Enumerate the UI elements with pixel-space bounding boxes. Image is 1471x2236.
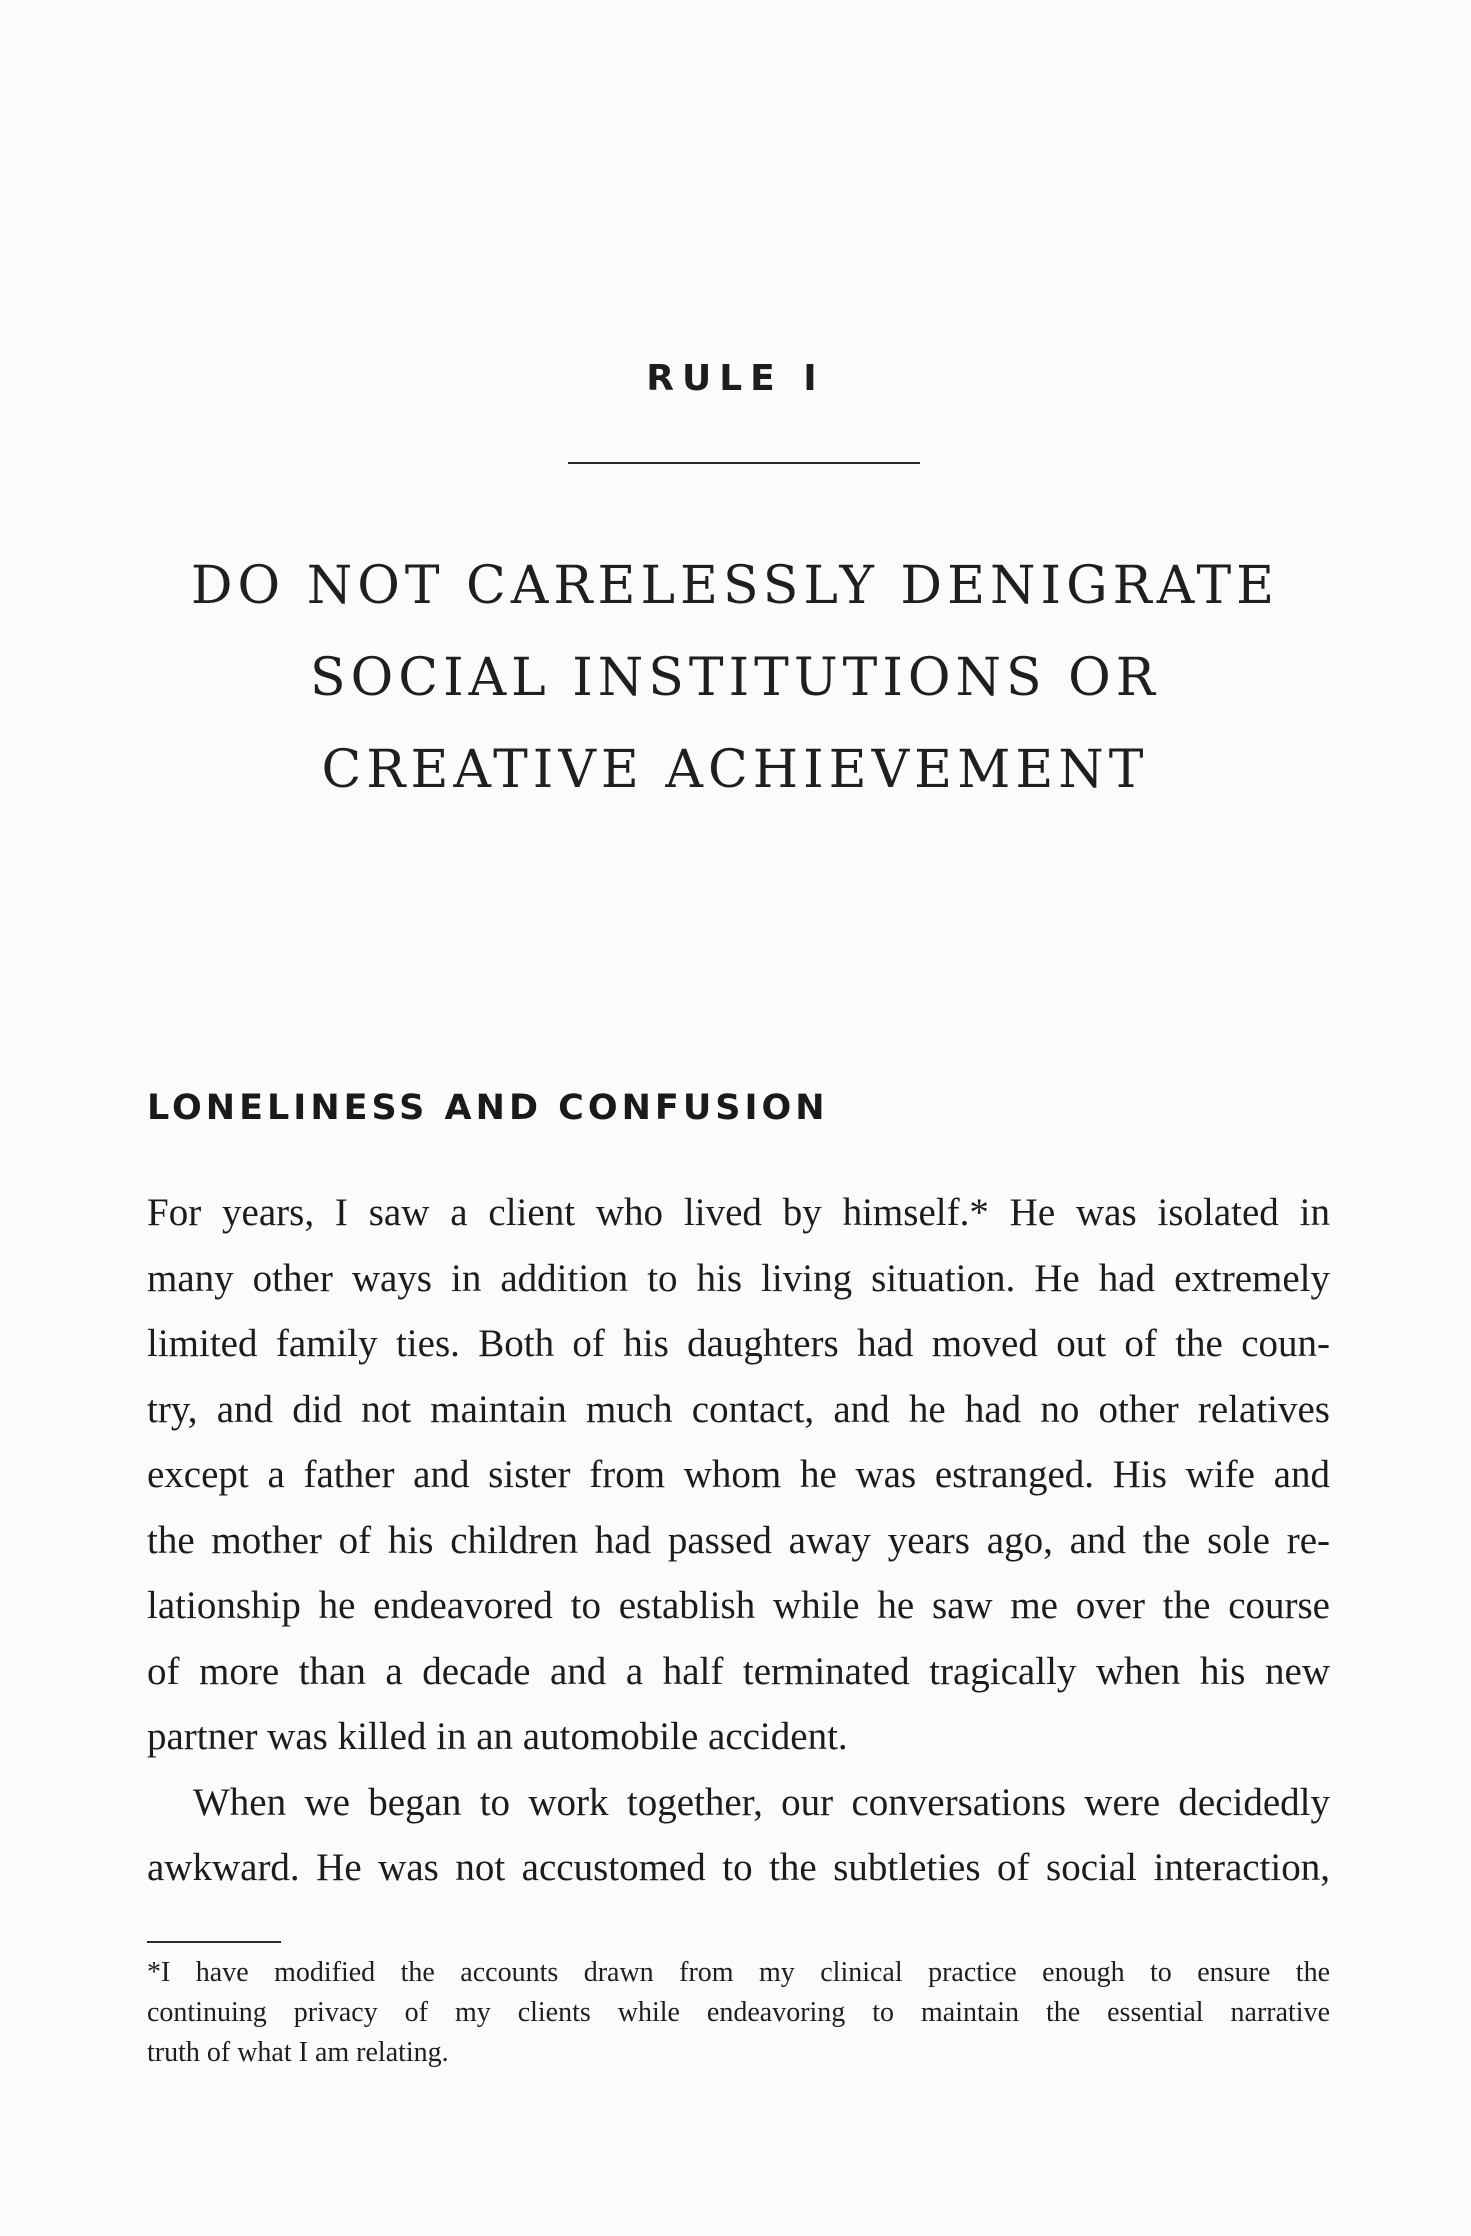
section-heading: LONELINESS AND CONFUSION <box>147 1088 829 1128</box>
footnote-line: truth of what I am relating. <box>147 2037 449 2068</box>
footnote-line: *I have modified the accounts drawn from my clinical practice enough to ensure the <box>147 1957 1330 1988</box>
body-line: many other ways in addition to his living situation. He had extremely <box>147 1256 1330 1300</box>
body-line: partner was killed in an automobile accident. <box>147 1715 848 1758</box>
body-line: the mother of his children had passed away years ago, and the sole re- <box>147 1518 1330 1562</box>
body-line: of more than a decade and a half terminated tragically when his new <box>147 1649 1330 1693</box>
chapter-title <box>140 540 1330 816</box>
footnote-line: continuing privacy of my clients while endeavoring to maintain the essential narrative <box>147 1997 1330 2028</box>
chapter-title-line: SOCIAL INSTITUTIONS OR <box>310 648 1160 708</box>
body-text <box>147 1180 1330 1901</box>
body-line: For years, I saw a client who lived by himself.* He was isolated in <box>147 1191 1330 1234</box>
title-divider <box>568 462 920 464</box>
footnote <box>147 1953 1330 2073</box>
body-line: awkward. He was not accustomed to the subtleties of social interaction, <box>147 1846 1330 1889</box>
body-line: When we began to work together, our conversations were decidedly <box>193 1780 1330 1824</box>
body-line: lationship he endeavored to establish while he saw me over the course <box>147 1584 1330 1627</box>
body-line: except a father and sister from whom he was estranged. His wife and <box>147 1453 1330 1496</box>
body-line: limited family ties. Both of his daughters had moved out of the coun- <box>147 1322 1330 1365</box>
body-line: try, and did not maintain much contact, and he had no other relatives <box>147 1387 1330 1431</box>
chapter-label: RULE I <box>646 358 825 399</box>
chapter-title-line: DO NOT CARELESSLY DENIGRATE <box>190 556 1280 616</box>
footnote-divider <box>147 1941 281 1943</box>
chapter-title-line: CREATIVE ACHIEVEMENT <box>321 740 1149 800</box>
